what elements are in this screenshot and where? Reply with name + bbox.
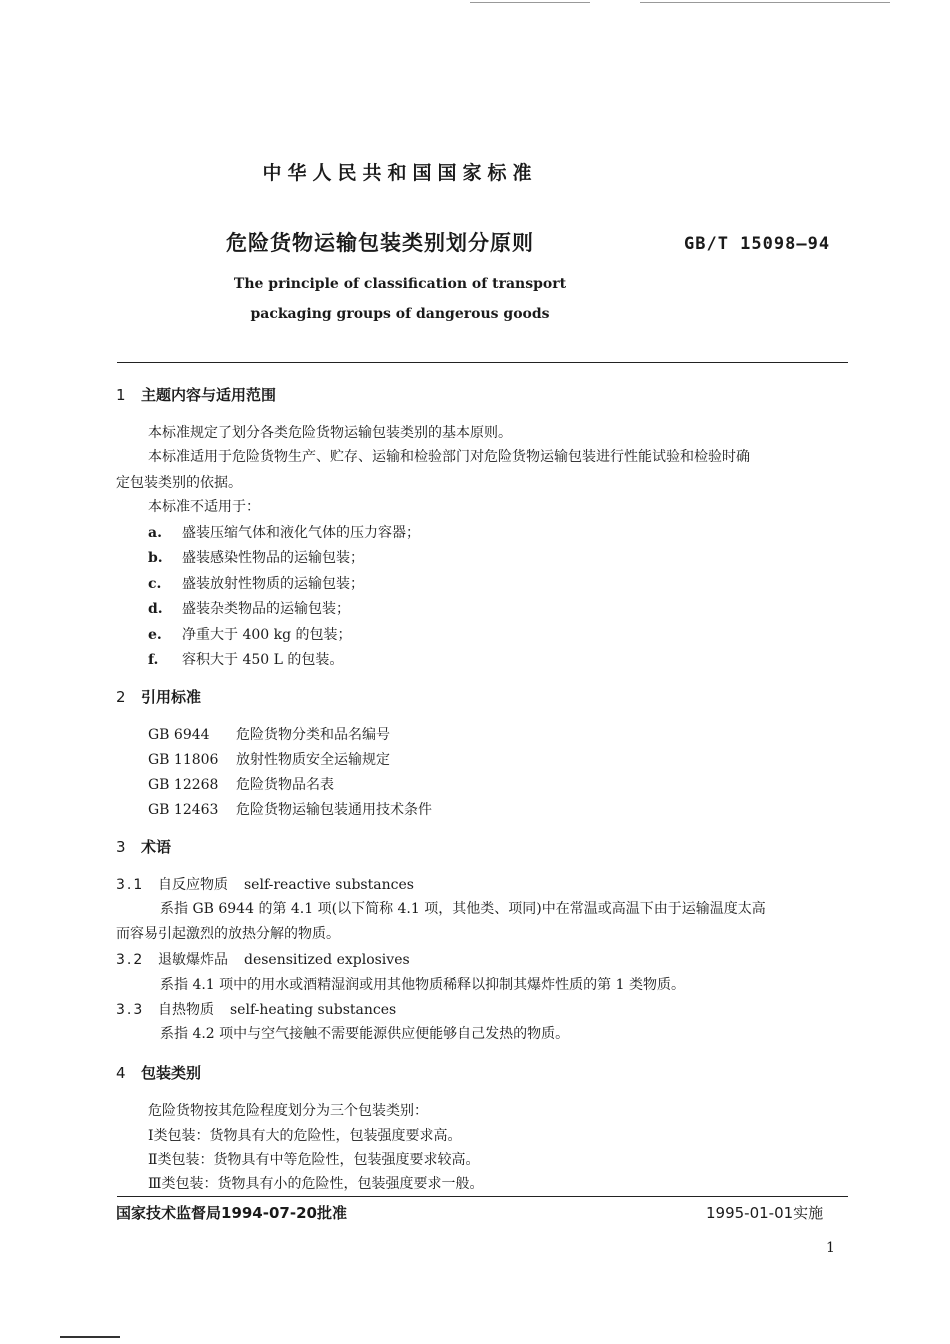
list-text: 容积大于 450 L 的包装。 <box>182 652 344 668</box>
paragraph: 本标准规定了划分各类危险货物运输包装类别的基本原则。 <box>148 425 512 441</box>
reference-item <box>148 774 334 794</box>
list-text: 净重大于 400 kg 的包装； <box>182 627 352 643</box>
reference-code: GB 12268 <box>148 777 219 793</box>
reference-item <box>148 749 390 769</box>
term-heading <box>116 999 396 1019</box>
package-class: Ⅱ类包装：货物具有中等危险性，包装强度要求较高。 <box>148 1152 480 1168</box>
reference-name: 危险货物运输包装通用技术条件 <box>236 802 432 818</box>
list-marker: c. <box>148 576 162 592</box>
term-english: self-reactive substances <box>244 877 414 893</box>
list-marker: e. <box>148 627 162 643</box>
section-heading <box>116 1062 201 1083</box>
list-marker: a. <box>148 525 162 541</box>
term-chinese: 自反应物质 <box>158 877 228 893</box>
list-marker: d. <box>148 601 163 617</box>
list-item <box>148 649 343 669</box>
paragraph: 本标准适用于危险货物生产、贮存、运输和检验部门对危险货物运输包装进行性能试验和检验时确 <box>148 449 750 465</box>
term-chinese: 自热物质 <box>158 1002 214 1018</box>
term-heading <box>116 874 414 894</box>
term-number: 3.1 <box>116 877 145 893</box>
list-text: 盛装杂类物品的运输包装； <box>182 601 350 617</box>
section-title: 主题内容与适用范围 <box>141 386 277 404</box>
footer-rule <box>117 1196 848 1197</box>
english-title-line2: packaging groups of dangerous goods <box>250 306 550 322</box>
reference-name: 放射性物质安全运输规定 <box>236 752 390 768</box>
scan-mark <box>60 1336 120 1338</box>
package-class: Ⅲ类包装：货物具有小的危险性，包装强度要求一般。 <box>148 1176 484 1192</box>
list-item <box>148 598 350 618</box>
effective-date: 1995-01-01实施 <box>706 1204 824 1222</box>
section-number: 3 <box>116 838 126 856</box>
term-heading <box>116 949 410 969</box>
english-title-line1: The principle of classification of transport <box>233 276 567 292</box>
term-definition: 系指 GB 6944 的第 4.1 项(以下简称 4.1 项，其他类、项同)中在常温或高温下由于运输温度太高 <box>160 901 766 917</box>
list-marker: f. <box>148 652 159 668</box>
reference-item <box>148 724 390 744</box>
reference-code: GB 6944 <box>148 727 210 743</box>
term-definition: 系指 4.2 项中与空气接触不需要能源供应便能够自己发热的物质。 <box>160 1026 570 1042</box>
reference-code: GB 12463 <box>148 802 219 818</box>
section-number: 4 <box>116 1064 126 1082</box>
standard-type: 中华人民共和国国家标准 <box>262 162 538 184</box>
list-item <box>148 624 352 644</box>
list-item <box>148 573 364 593</box>
scan-mark <box>640 2 890 3</box>
list-text: 盛装压缩气体和液化气体的压力容器； <box>182 525 420 541</box>
paragraph: 定包装类别的依据。 <box>116 475 242 491</box>
reference-item <box>148 799 432 819</box>
list-item <box>148 522 420 542</box>
approval-line: 国家技术监督局1994-07-20批准 <box>116 1204 347 1222</box>
paragraph: 危险货物按其危险程度划分为三个包装类别： <box>148 1103 428 1119</box>
paragraph: 本标准不适用于： <box>148 499 260 515</box>
term-number: 3.3 <box>116 1002 145 1018</box>
list-text: 盛装放射性物质的运输包装； <box>182 576 364 592</box>
list-marker: b. <box>148 550 163 566</box>
list-item <box>148 547 364 567</box>
section-heading <box>116 686 201 707</box>
list-text: 盛装感染性物品的运输包装； <box>182 550 364 566</box>
term-chinese: 退敏爆炸品 <box>158 952 228 968</box>
term-number: 3.2 <box>116 952 145 968</box>
standard-code: GB/T 15098—94 <box>684 234 831 254</box>
term-english: self-heating substances <box>230 1002 397 1018</box>
reference-code: GB 11806 <box>148 752 219 768</box>
reference-name: 危险货物品名表 <box>236 777 334 793</box>
section-number: 2 <box>116 688 126 706</box>
section-heading <box>116 384 276 405</box>
reference-name: 危险货物分类和品名编号 <box>236 727 390 743</box>
term-definition: 而容易引起激烈的放热分解的物质。 <box>116 926 340 942</box>
term-english: desensitized explosives <box>244 952 410 968</box>
section-title: 引用标准 <box>141 688 202 706</box>
scan-mark <box>470 2 590 3</box>
package-class: Ⅰ类包装：货物具有大的危险性，包装强度要求高。 <box>148 1128 462 1144</box>
page-number: 1 <box>826 1240 835 1256</box>
section-title: 包装类别 <box>141 1064 202 1082</box>
header-rule <box>117 362 848 363</box>
section-title: 术语 <box>141 838 172 856</box>
section-heading <box>116 836 171 857</box>
document-title: 危险货物运输包装类别划分原则 <box>226 231 534 255</box>
section-number: 1 <box>116 386 126 404</box>
term-definition: 系指 4.1 项中的用水或酒精湿润或用其他物质稀释以抑制其爆炸性质的第 1 类物质。 <box>160 977 685 993</box>
